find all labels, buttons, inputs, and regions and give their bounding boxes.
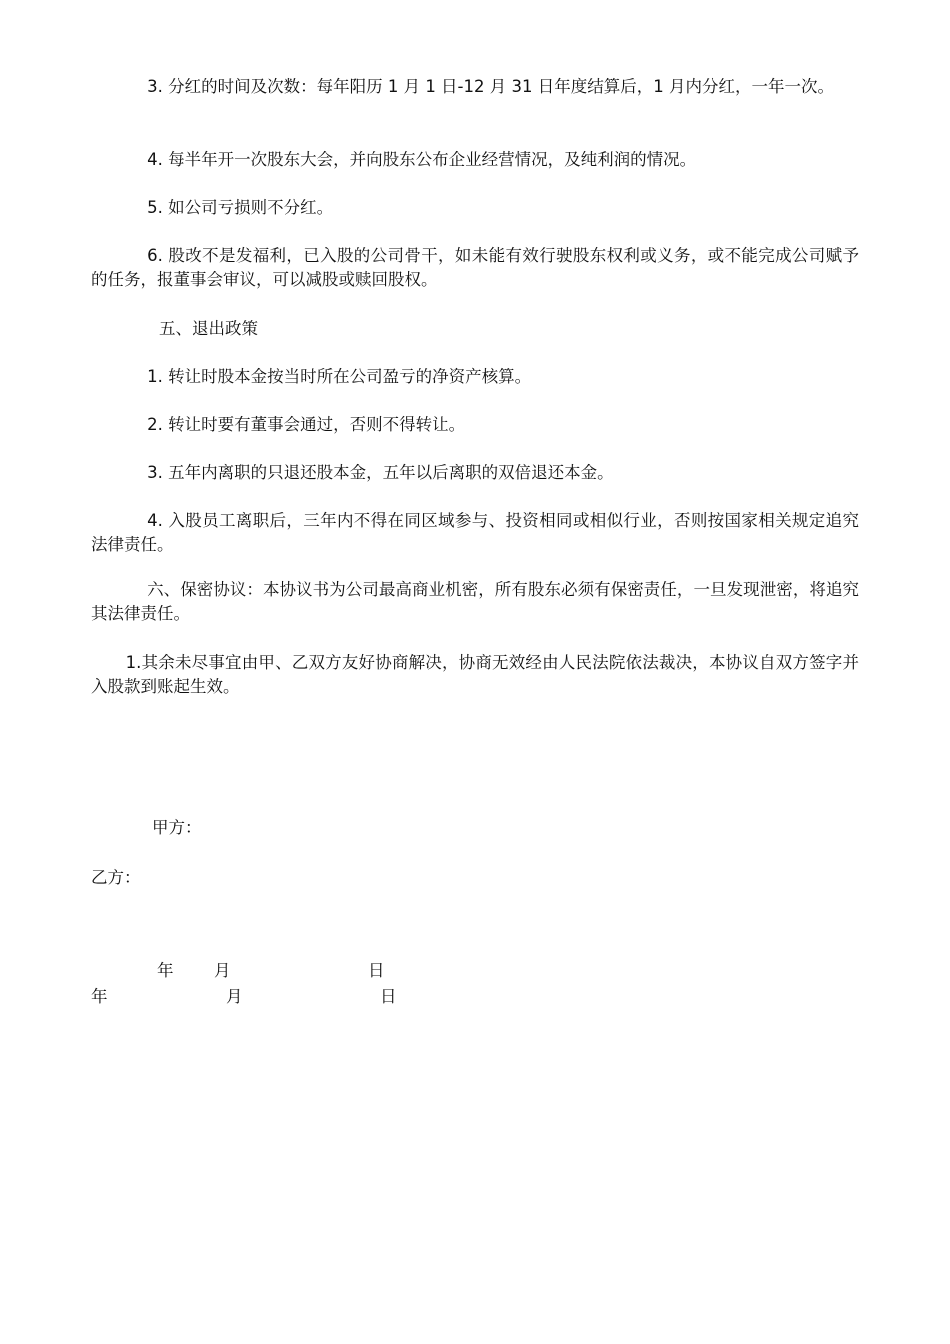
exit-policy-item-4: 4. 入股员工离职后，三年内不得在同区域参与、投资相同或相似行业，否则按国家相关规定追究法律责任。 — [91, 511, 859, 554]
party-a-month-label: 月 — [214, 961, 231, 980]
dividend-item-6: 6. 股改不是发福利，已入股的公司骨干，如未能有效行驶股东权利或义务，或不能完成公司赋予的任务，报董事会审议，可以减股或赎回股权。 — [91, 246, 859, 289]
exit-policy-item-3: 3. 五年内离职的只退还股本金，五年以后离职的双倍退还本金。 — [147, 463, 614, 482]
party-b-month-label: 月 — [226, 987, 243, 1006]
party-b-year-label: 年 — [91, 987, 108, 1006]
party-b-day-label: 日 — [380, 987, 397, 1006]
party-a-day-label: 日 — [368, 961, 385, 980]
dividend-item-5: 5. 如公司亏损则不分红。 — [147, 198, 334, 217]
exit-policy-heading: 五、退出政策 — [159, 319, 258, 338]
party-b-signature-label: 乙方： — [91, 868, 141, 887]
misc-clause: 1.其余未尽事宜由甲、乙双方友好协商解决，协商无效经由人民法院依法裁决，本协议自双方签字并入股款到账起生效。 — [91, 653, 859, 696]
dividend-item-3: 3. 分红的时间及次数：每年阳历 1 月 1 日-12 月 31 日年度结算后，1 月内分红，一年一次。 — [147, 77, 834, 96]
dividend-item-4: 4. 每半年开一次股东大会，并向股东公布企业经营情况，及纯利润的情况。 — [147, 150, 697, 169]
exit-policy-item-2: 2. 转让时要有董事会通过，否则不得转让。 — [147, 415, 466, 434]
confidentiality-clause: 六、保密协议：本协议书为公司最高商业机密，所有股东必须有保密责任，一旦发现泄密，将追究其法律责任。 — [91, 580, 859, 623]
party-a-year-label: 年 — [157, 961, 174, 980]
party-a-signature-label: 甲方： — [152, 818, 202, 837]
exit-policy-item-1: 1. 转让时股本金按当时所在公司盈亏的净资产核算。 — [147, 367, 532, 386]
